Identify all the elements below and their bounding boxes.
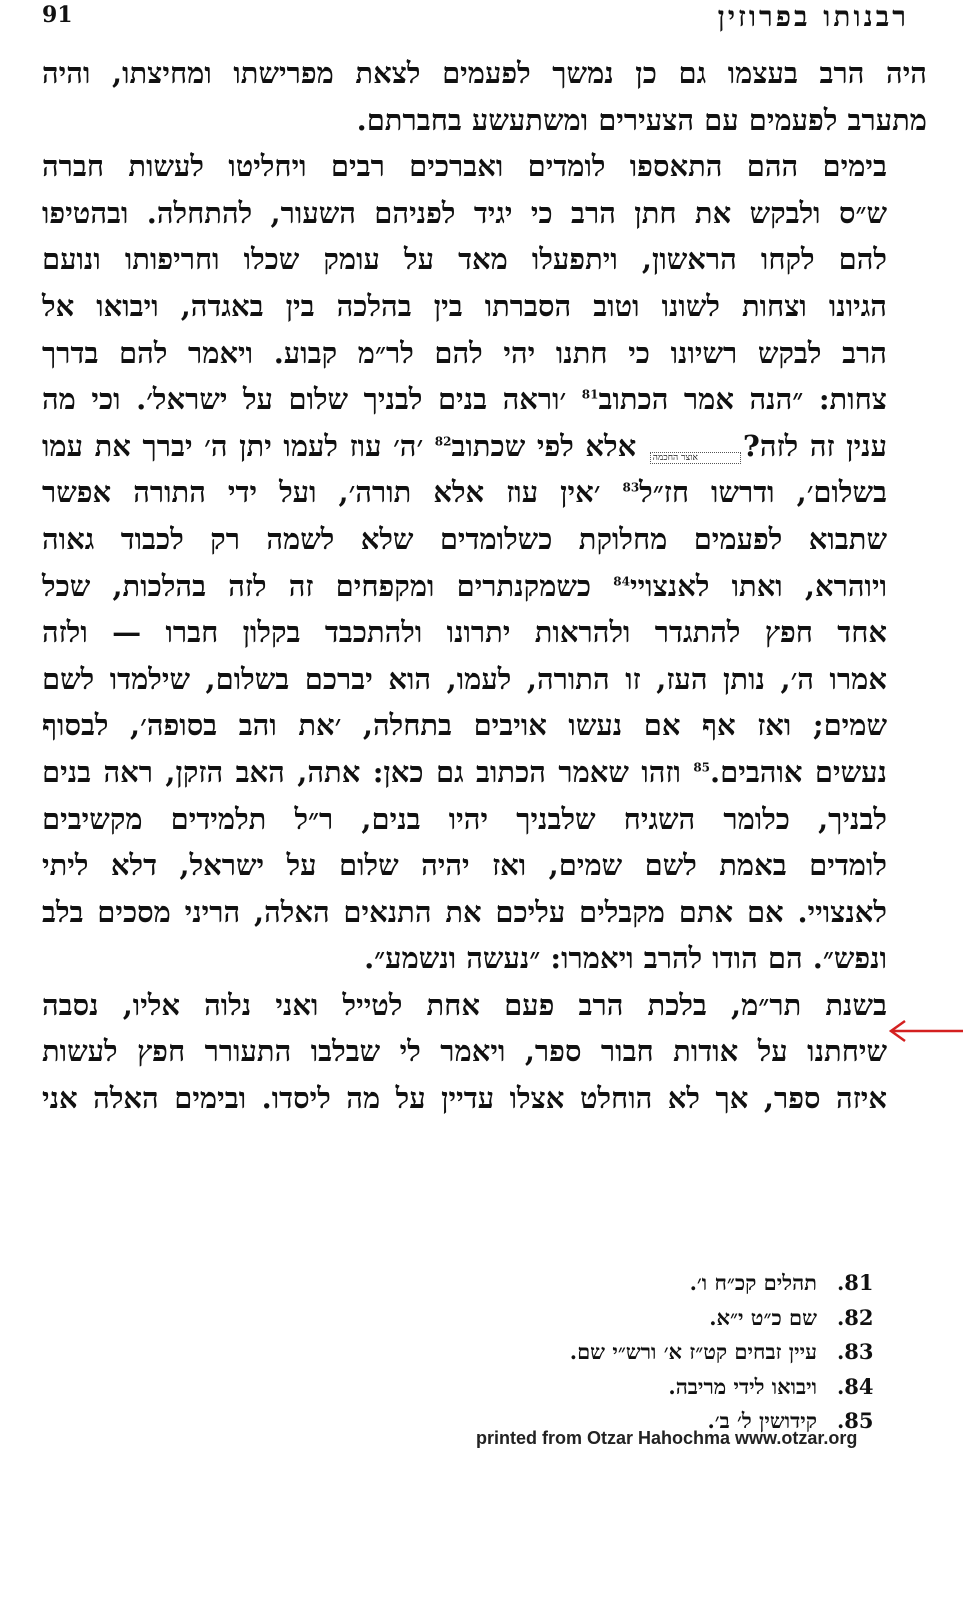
text-segment: וזהו שאמר הכתוב גם כאן: אתה, האב הזקן, ראה בנים bbox=[42, 754, 694, 789]
text-line: בשנת תר״מ, בלכת הרב פעם אחת לטייל ואני נלוה אליו, נסבה bbox=[42, 987, 887, 1022]
footnote bbox=[399, 1301, 879, 1336]
footnote-text: ויבואו לידי מריבה. bbox=[668, 1373, 817, 1399]
library-stamp: אוצר החכמה bbox=[650, 452, 741, 464]
text-line: הרב לבקש רשיונו כי חתנו יהי להם לר״מ קבוע. ויאמר להם בדרך bbox=[42, 335, 887, 370]
running-title: רבנותו בפרוזין bbox=[717, 0, 909, 33]
footnote-number: .82 bbox=[837, 1304, 874, 1330]
text-line: להם לקחו הראשון, ויתפעלו מאד על עומק שכלו וחריפותו ונועם bbox=[42, 242, 887, 277]
text-segment: צחות: ״הנה אמר הכתוב bbox=[598, 382, 887, 417]
text-segment: ויוהרא, ואתו לאנצויי bbox=[629, 568, 887, 603]
text-line: היה הרב בעצמו גם כן נמשך לפעמים לצאת מפרישתו ומחיצתו, והיה bbox=[42, 56, 927, 90]
footnote-ref[interactable]: 84 bbox=[613, 573, 630, 588]
text-segment: כשמקנתרים ומקפחים זה לזה בהלכות, שכל bbox=[42, 568, 614, 603]
text-segment: ׳אין עוז אלא תורה׳, ועל ידי התורה אפשר bbox=[42, 475, 623, 510]
text-line: ש״ס ולבקש את חתן הרב כי יגיד לפניהם השעור, להתחלה. ובהטיפו bbox=[42, 195, 887, 230]
text-line bbox=[42, 563, 927, 610]
footnote-ref[interactable]: 83 bbox=[622, 480, 640, 495]
text-line: לבניך, כלומר השגיח שלבניך יהיו בנים, ר״ל תלמידים מקשיבים bbox=[42, 801, 887, 836]
text-line bbox=[42, 376, 927, 423]
footnote-text: תהלים קכ״ח ו׳. bbox=[689, 1270, 817, 1295]
footnote bbox=[399, 1370, 879, 1405]
text-line: מתערב לפעמים עם הצעירים ומשתעשע בחברתם. bbox=[356, 102, 927, 137]
text-segment: נעשים אוהבים. bbox=[710, 754, 887, 789]
text-segment: ׳ה׳ עוז לעמו יתן ה׳ יברך את עמו bbox=[42, 428, 435, 463]
text-line: ונפש״. הם הודו להרב ויאמרו: ״נעשה ונשמע״. bbox=[364, 941, 887, 976]
text-segment: ענין זה לזה? bbox=[742, 428, 888, 463]
footnotes bbox=[399, 1266, 879, 1439]
page-number: 91 bbox=[42, 2, 73, 28]
footnote bbox=[399, 1266, 879, 1301]
footnote-number: .81 bbox=[837, 1270, 874, 1295]
text-line bbox=[42, 469, 927, 516]
footnote-text: שם כ״ט י״א. bbox=[709, 1304, 817, 1330]
text-line: איזה ספר, אך לא הוחלט אצלו עדיין על מה ליסדו. ובימים האלה אני bbox=[42, 1081, 887, 1116]
footnote-number: .85 bbox=[837, 1408, 874, 1433]
paragraph-3 bbox=[42, 982, 927, 1122]
footnote-number: .83 bbox=[837, 1339, 874, 1364]
text-segment: ׳וראה בנים לבניך שלום על ישראל׳. וכי מה bbox=[42, 382, 582, 417]
footnote-text: עיין זבחים קט״ז א׳ ורש״י שם. bbox=[569, 1339, 817, 1364]
red-arrow-icon bbox=[885, 1018, 965, 1044]
text-line: אמרו ה׳, נותן העז, זו התורה, לעמו, הוא יברכם בשלום, שילמדו לשם bbox=[42, 661, 887, 696]
text-line: בימים ההם התאספו לומדים ואברכים רבים ויחליטו לעשות חברה bbox=[42, 149, 887, 184]
main-text bbox=[42, 50, 927, 1122]
text-line: לומדים באמת לשם שמים, ואז יהיה שלום על ישראל, דלא ליתי bbox=[42, 848, 887, 883]
text-line: שמים; ואז אף אם נעשו אויבים בתחלה, ׳את והב בסופה׳, לבסוף bbox=[42, 708, 887, 743]
text-line bbox=[42, 423, 927, 470]
paragraph-1 bbox=[42, 50, 927, 143]
footnote-text: קידושין ל׳ ב׳. bbox=[707, 1408, 817, 1433]
text-line: שתבוא לפעמים מחלוקת כשלומדים שלא לשמה רק לכבוד גאוה bbox=[42, 521, 887, 556]
text-segment: בשלום׳, ודרשו חז״ל bbox=[639, 475, 887, 510]
text-line bbox=[42, 749, 927, 796]
text-line: שיחתנו על אודות חבור ספר, ויאמר לי שבלבו התעורר חפץ לעשות bbox=[42, 1034, 887, 1069]
text-segment: אלא לפי שכתוב bbox=[451, 428, 648, 463]
text-line: הגיונו וצחות לשונו וטוב הסברתו בין בהלכה בין באגדה, ויבואו אל bbox=[42, 288, 887, 323]
text-line: אחד חפץ להתגדר ולהראות יתרונו ולהתכבד בקלון חברו — ולזה bbox=[42, 615, 887, 650]
footnote-ref[interactable]: 85 bbox=[693, 760, 711, 775]
footnote-ref[interactable]: 81 bbox=[581, 387, 599, 402]
footnote-number: .84 bbox=[837, 1373, 874, 1399]
text-line: לאנצויי. אם אתם מקבלים עליכם את התנאים האלה, הריני מסכים בלב bbox=[42, 894, 887, 929]
watermark: printed from Otzar Hahochma www.otzar.org bbox=[476, 1428, 858, 1448]
footnote-ref[interactable]: 82 bbox=[434, 434, 452, 449]
paragraph-2 bbox=[42, 143, 927, 982]
footnote bbox=[399, 1335, 879, 1370]
